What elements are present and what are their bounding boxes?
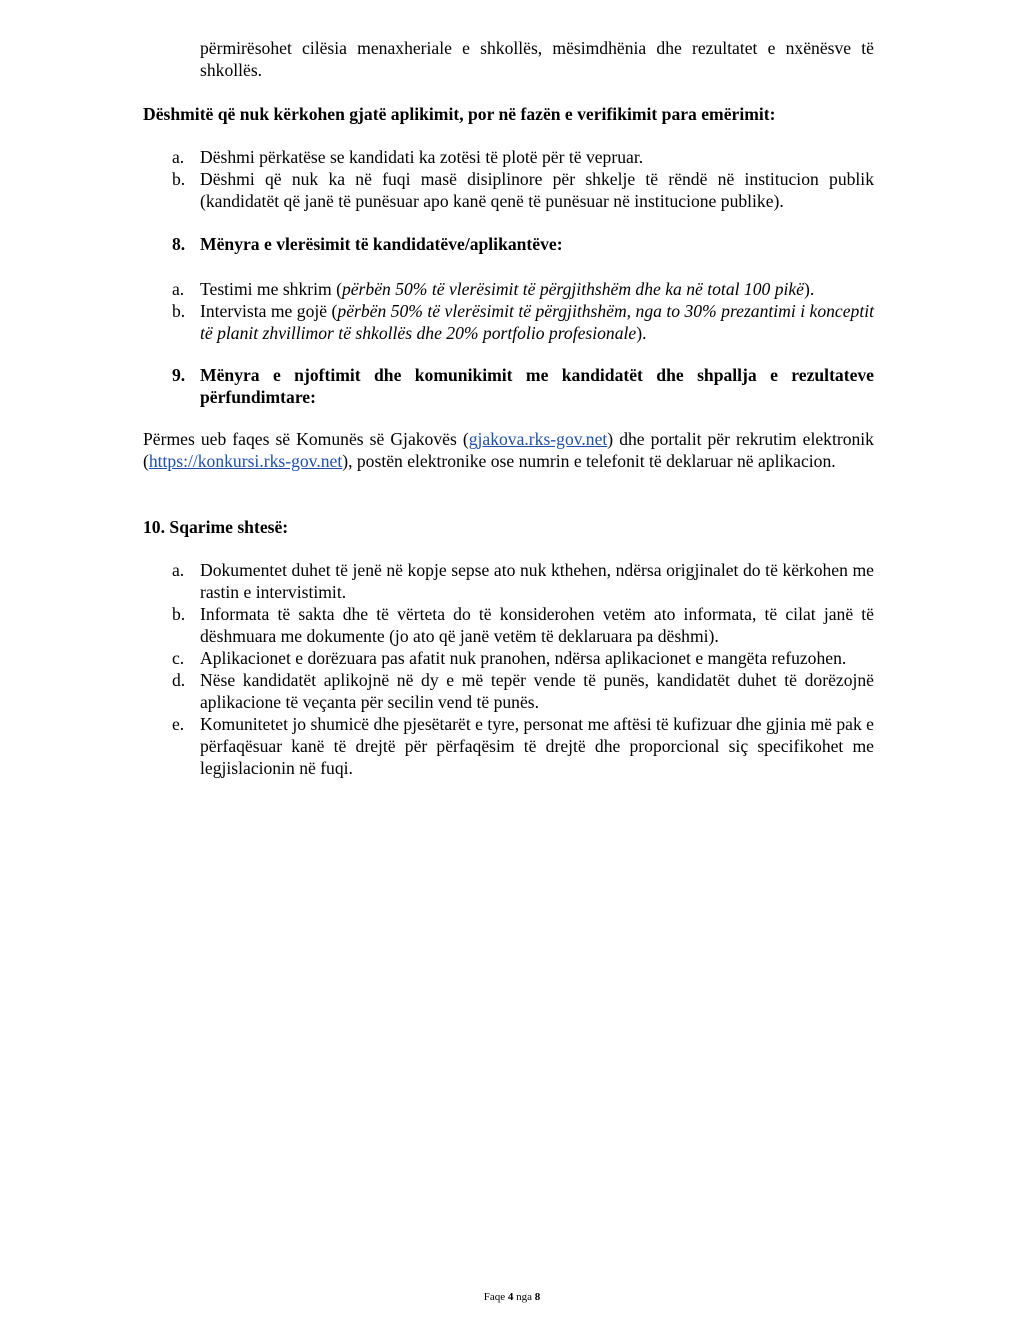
section-9-heading [172, 364, 874, 408]
list-item-text: Dokumentet duhet të jenë në kopje sepse ato nuk kthehen, ndërsa origjinalet do të kërkohen me rastin e intervistimit. [200, 560, 874, 602]
section-8-heading [172, 233, 874, 255]
text: ), postën elektronike ose numrin e telefonit të deklaruar në aplikacion. [342, 451, 836, 471]
konkursi-link[interactable]: https://konkursi.rks-gov.net [148, 451, 343, 471]
continuation-paragraph: përmirësohet cilësia menaxheriale e shkollës, mësimdhënia dhe rezultatet e nxënësve të shkollës. [200, 38, 874, 80]
section-8-list [172, 278, 875, 344]
gjakova-link[interactable]: gjakova.rks-gov.net [468, 429, 608, 449]
footer-text: nga [513, 1291, 535, 1303]
page-footer [0, 1290, 1024, 1304]
text: ). [804, 279, 815, 299]
list-item [172, 146, 874, 168]
italic-text: përbën 50% të vlerësimit të përgjithshëm dhe ka në total 100 pikë [341, 279, 804, 299]
list-item-text: Informata të sakta dhe të vërteta do të konsiderohen vetëm ato informata, të cilat janë të dëshmuara me dokumente (jo ato që janë vetëm të deklaruara pa dëshmi). [200, 604, 874, 646]
list-marker: e. [172, 714, 185, 734]
list-marker: a. [172, 560, 185, 580]
list-item [172, 559, 874, 603]
text: Testimi me shkrim ( [200, 279, 342, 299]
section-title: Sqarime shtesë: [169, 517, 289, 537]
section-9-paragraph [143, 428, 874, 472]
text: ) dhe portalit për rekrutim elektronik ( [143, 429, 874, 471]
italic-text: përbën 50% të vlerësimit të përgjithshëm, nga to 30% prezantimi i konceptit të planit zhvillimor të shkollës dhe 20% portfolio profesionale [200, 301, 875, 343]
section-number: 10. [143, 517, 165, 537]
evidence-heading: Dëshmitë që nuk kërkohen gjatë aplikimit, por në fazën e verifikimit para emërimit: [143, 104, 776, 124]
list-item [172, 669, 874, 713]
text: Intervista me gojë ( [200, 301, 338, 321]
list-marker: a. [172, 279, 185, 299]
page-number: 4 [507, 1291, 514, 1303]
list-item-text: Nëse kandidatët aplikojnë në dy e më tepër vende të punës, kandidatët duhet të dorëzojnë aplikacione të veçanta për secilin vend të punës. [200, 670, 874, 712]
list-marker: b. [172, 169, 186, 189]
list-item-text: Dëshmi që nuk ka në fuqi masë disiplinore për shkelje të rëndë në institucion publik (kandidatët që janë të punësuar apo kanë qenë të punësuar në institucione publike). [200, 169, 874, 211]
section-number: 8. [172, 234, 186, 254]
list-marker: a. [172, 147, 185, 167]
list-item [172, 603, 874, 647]
list-marker: b. [172, 301, 186, 321]
list-item-text: Dëshmi përkatëse se kandidati ka zotësi të plotë për të vepruar. [200, 147, 644, 167]
evidence-list [172, 146, 874, 212]
list-item-text: Aplikacionet e dorëzuara pas afatit nuk pranohen, ndërsa aplikacionet e mangëta refuzohen. [200, 648, 847, 668]
text: Përmes ueb faqes së Komunës së Gjakovës ( [143, 429, 469, 449]
list-marker: b. [172, 604, 186, 624]
list-marker: c. [172, 648, 185, 668]
list-item-text: Komunitetet jo shumicë dhe pjesëtarët e tyre, personat me aftësi të kufizuar dhe gjinia më pak e përfaqësuar kanë të drejtë për përfaqësim të drejtë dhe proporcional siç specifikohet me legjislacionin në fuqi. [200, 714, 874, 778]
page-total: 8 [534, 1291, 541, 1303]
section-title: Mënyra e vlerësimit të kandidatëve/aplikantëve: [200, 234, 563, 254]
section-10-list [172, 559, 874, 779]
list-marker: d. [172, 670, 186, 690]
list-item [172, 278, 874, 300]
section-title: Mënyra e njoftimit dhe komunikimit me kandidatët dhe shpallja e rezultateve përfundimtare: [200, 365, 874, 407]
list-item [172, 300, 875, 344]
text: ). [636, 323, 647, 343]
list-item [172, 647, 874, 669]
list-item [172, 168, 874, 212]
section-10-heading [143, 516, 874, 538]
section-number: 9. [172, 365, 186, 385]
footer-text: Faqe [483, 1291, 508, 1303]
list-item [172, 713, 874, 779]
